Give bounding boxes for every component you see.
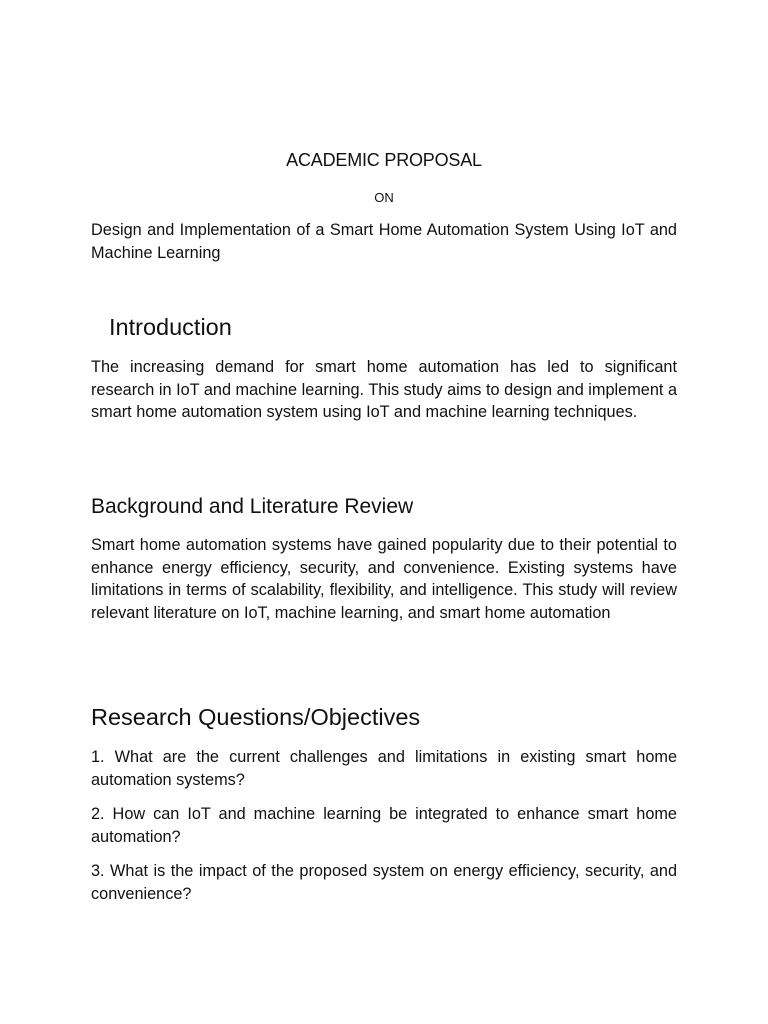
- document-title: ACADEMIC PROPOSAL: [286, 150, 482, 170]
- research-question-item: 2. How can IoT and machine learning be integrated to enhance smart home automation?: [91, 805, 677, 846]
- introduction-body: The increasing demand for smart home automation has led to significant research in IoT and machine learning. This study aims to design and implement a smart home automation system using IoT and machine learning techniques.: [91, 358, 677, 421]
- background-heading: Background and Literature Review: [91, 495, 414, 518]
- research-question-item: 1. What are the current challenges and limitations in existing smart home automation systems?: [91, 748, 677, 789]
- on-label: ON: [374, 190, 394, 205]
- research-question-item: 3. What is the impact of the proposed system on energy efficiency, security, and convenience?: [91, 862, 677, 903]
- project-title: Design and Implementation of a Smart Home Automation System Using IoT and Machine Learning: [91, 221, 677, 262]
- research-questions-heading: Research Questions/Objectives: [91, 704, 421, 730]
- background-body: Smart home automation systems have gained popularity due to their potential to enhance energy efficiency, security, and convenience. Existing systems have limitations in terms of scalability, flexibility, and intelligence. This study will review relevant literature on IoT, machine learning, and smart home automation: [91, 536, 677, 622]
- introduction-heading: Introduction: [109, 314, 232, 340]
